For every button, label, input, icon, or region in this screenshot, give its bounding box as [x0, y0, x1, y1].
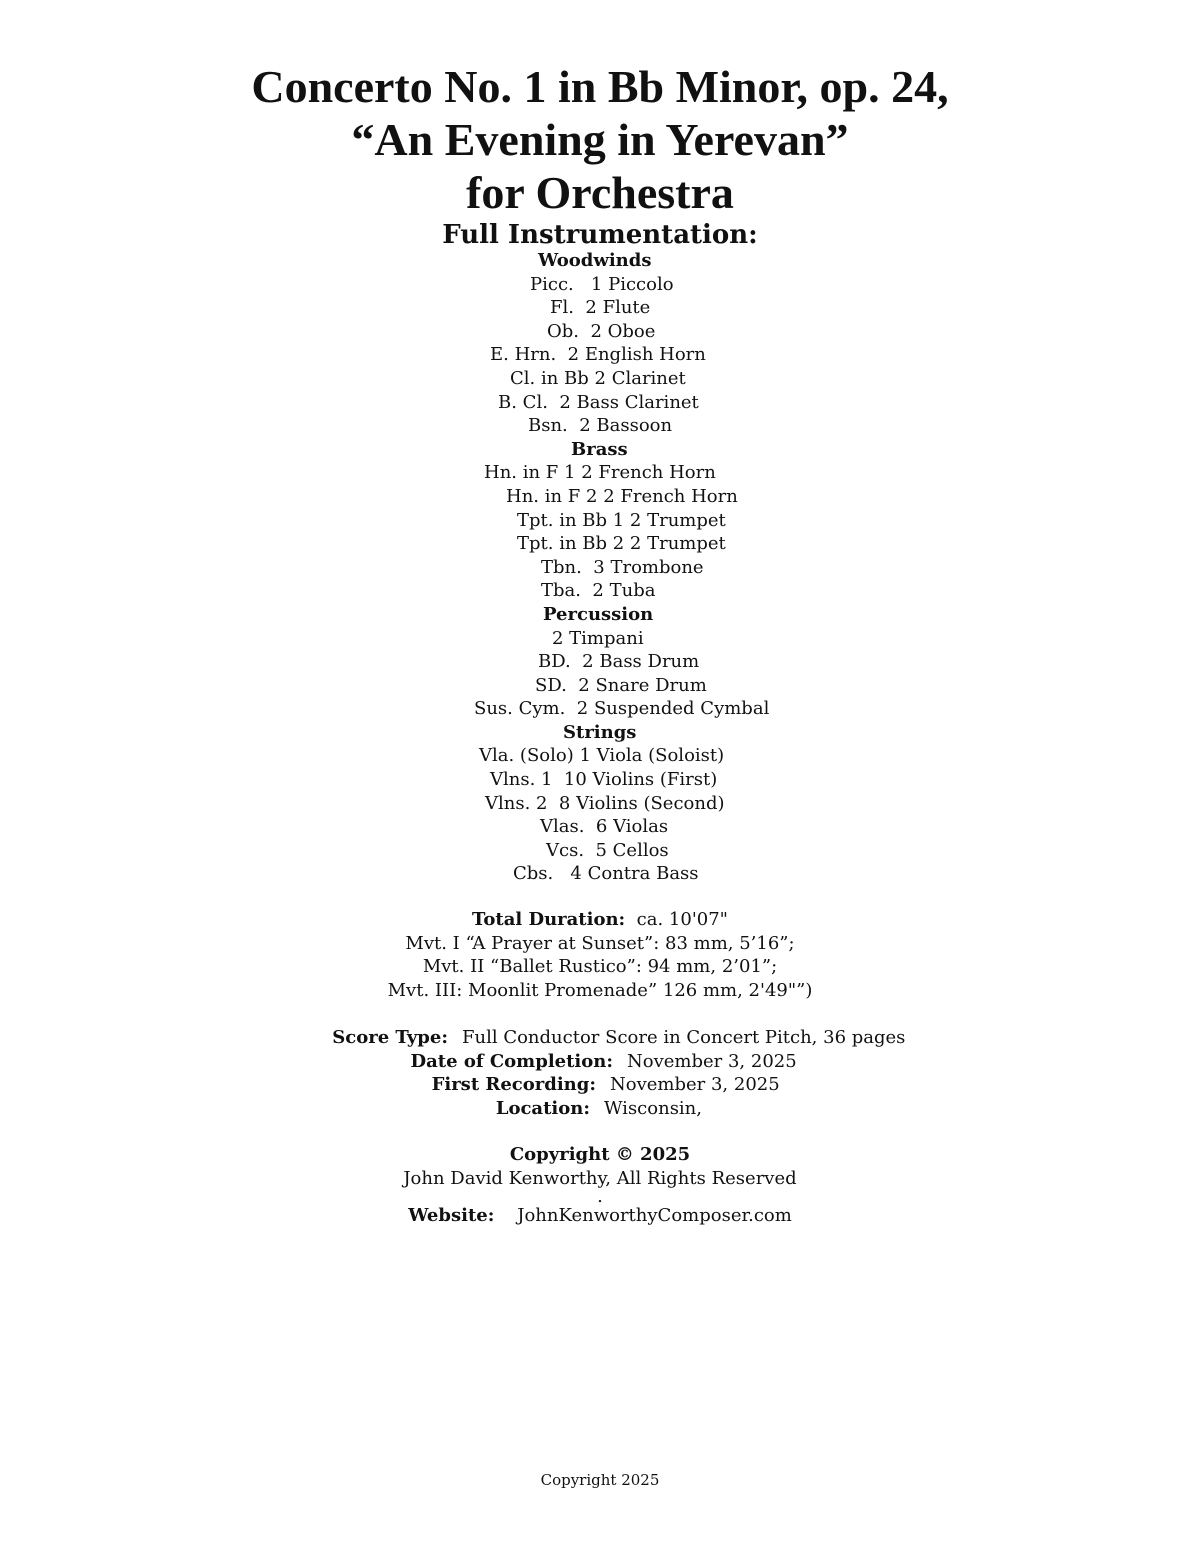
recording-label: First Recording:	[431, 1074, 596, 1096]
copyright-heading: Copyright © 2025	[509, 1144, 691, 1165]
score-info	[0, 1026, 1200, 1120]
recording-value: November 3, 2025	[610, 1074, 780, 1096]
website-value: JohnKenworthyComposer.com	[517, 1205, 792, 1227]
website-label: Website:	[408, 1205, 495, 1227]
instrument-item: BD. 2 Bass Drum	[538, 651, 700, 673]
copyright-block	[0, 1143, 1200, 1228]
instrumentation-heading: Full Instrumentation:	[442, 220, 758, 250]
piece-title	[0, 60, 1200, 219]
instrument-item: Hn. in F 1 2 French Horn	[484, 462, 716, 484]
website-line	[0, 1204, 1200, 1228]
completion-row	[0, 1050, 1200, 1074]
completion-value: November 3, 2025	[627, 1050, 797, 1072]
total-duration-value: ca. 10'07"	[636, 909, 728, 930]
instrument-item: 2 Timpani	[552, 627, 644, 649]
instrument-item: Bsn. 2 Bassoon	[528, 415, 673, 437]
instrument-item: Fl. 2 Flute	[550, 297, 651, 319]
instrument-item: B. Cl. 2 Bass Clarinet	[498, 391, 699, 413]
instrument-item: Tba. 2 Tuba	[541, 580, 656, 602]
instrument-item: Tbn. 3 Trombone	[541, 556, 704, 578]
instrument-item: Sus. Cym. 2 Suspended Cymbal	[474, 698, 770, 720]
copyright-dot: .	[597, 1186, 603, 1208]
movement-line: Mvt. III: Moonlit Promenade” 126 mm, 2'49"”)	[387, 979, 813, 1001]
total-duration-label: Total Duration:	[472, 909, 626, 930]
score-type-value: Full Conductor Score in Concert Pitch, 36 pages	[462, 1027, 906, 1048]
instrument-item: Cbs. 4 Contra Bass	[513, 863, 699, 885]
section-title-percussion: Percussion	[543, 603, 654, 625]
section-title-strings: Strings	[563, 721, 637, 743]
instrument-item: Vlns. 2 8 Violins (Second)	[485, 792, 725, 814]
instrument-item: Vla. (Solo) 1 Viola (Soloist)	[479, 745, 725, 767]
title-line-3: for Orchestra	[466, 167, 734, 218]
instrument-item: Vlas. 6 Violas	[540, 816, 669, 838]
instrument-item: Cl. in Bb 2 Clarinet	[510, 367, 686, 389]
location-row	[0, 1097, 1200, 1121]
completion-label: Date of Completion:	[410, 1050, 613, 1072]
instrument-item: E. Hrn. 2 English Horn	[490, 344, 706, 366]
instrument-item: SD. 2 Snare Drum	[535, 674, 707, 696]
total-duration	[0, 908, 1200, 932]
instrument-item: Tpt. in Bb 2 2 Trumpet	[517, 533, 726, 555]
copyright-owner: John David Kenworthy, All Rights Reserved	[403, 1167, 797, 1189]
instrument-item: Hn. in F 2 2 French Horn	[506, 485, 738, 507]
recording-row	[0, 1073, 1200, 1097]
instrumentation-list	[0, 249, 1200, 886]
instrument-item: Tpt. in Bb 1 2 Trumpet	[517, 509, 726, 531]
location-value: Wisconsin,	[604, 1097, 702, 1119]
section-title-woodwinds: Woodwinds	[538, 250, 652, 271]
page-footer: Copyright 2025	[540, 1471, 660, 1489]
title-line-2: “An Evening in Yerevan”	[351, 114, 849, 165]
instrument-item: Vlns. 1 10 Violins (First)	[490, 769, 718, 791]
instrument-item: Ob. 2 Oboe	[547, 320, 656, 342]
section-title-brass: Brass	[571, 438, 628, 460]
movement-line: Mvt. II “Ballet Rustico”: 94 mm, 2’01”;	[422, 956, 778, 978]
duration-block	[0, 908, 1200, 1002]
title-line-1: Concerto No. 1 in Bb Minor, op. 24,	[251, 61, 949, 112]
score-type-label: Score Type:	[332, 1027, 448, 1048]
instrument-item: Vcs. 5 Cellos	[546, 839, 669, 861]
instrument-item: Picc. 1 Piccolo	[530, 273, 674, 295]
location-label: Location:	[495, 1097, 590, 1119]
movement-line: Mvt. I “A Prayer at Sunset”: 83 mm, 5’16”;	[405, 932, 795, 954]
score-type-row	[0, 1026, 1200, 1050]
